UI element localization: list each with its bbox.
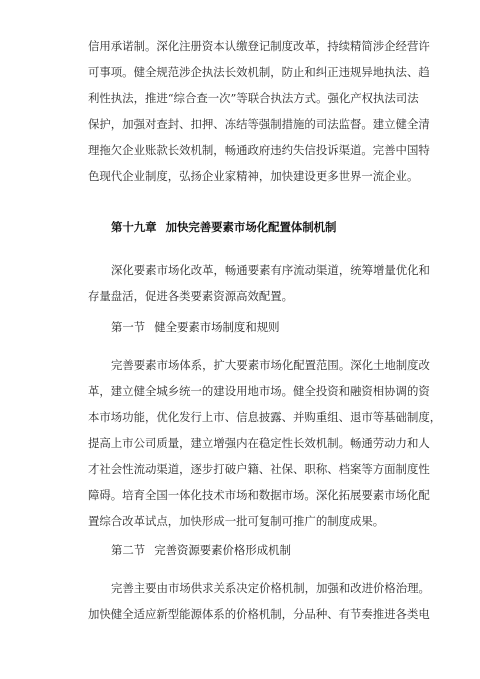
text-line: 深化要素市场化改革，畅通要素有序流动渠道，统筹增量优化和 <box>111 263 430 277</box>
text-line: 才社会性流动渠道，逐步打破户籍、社保、职称、档案等方面制度性 <box>88 462 430 476</box>
section-title: 健全要素市场制度和规则 <box>154 320 280 334</box>
text-line: 存量盘活，促进各类要素资源高效配置。 <box>88 289 294 303</box>
section-heading <box>111 317 280 337</box>
text-line: 可事项。健全规范涉企执法长效机制，防止和纠正违规异地执法、趋 <box>88 65 430 79</box>
paragraph-top <box>88 33 430 189</box>
text-line: 本市场功能，优化发行上市、信息披露、并购重组、退市等基础制度， <box>88 410 442 424</box>
text-line: 信用承诺制。深化注册资本认缴登记制度改革，持续精简涉企经营许 <box>88 39 430 53</box>
text-line: 提高上市公司质量，建立增强内在稳定性长效机制。畅通劳动力和人 <box>88 436 430 450</box>
paragraph-intro <box>88 257 430 309</box>
paragraph-section-2 <box>88 575 430 627</box>
section-number: 第二节 <box>111 543 146 557</box>
chapter-heading <box>111 217 336 237</box>
text-line: 色现代企业制度，弘扬企业家精神，加快建设更多世界一流企业。 <box>88 169 419 183</box>
text-line: 置综合改革试点，加快形成一批可复制可推广的制度成果。 <box>88 514 385 528</box>
text-line: 理拖欠企业账款长效机制，畅通政府违约失信投诉渠道。完善中国特 <box>88 143 430 157</box>
text-line: 保护，加强对查封、扣押、冻结等强制措施的司法监督。建立健全清 <box>88 117 430 131</box>
section-title: 完善资源要素价格形成机制 <box>154 543 291 557</box>
text-line: 加快健全适应新型能源体系的价格机制，分品种、有节奏推进各类电 <box>88 607 430 621</box>
text-line: 障碍。培育全国一体化技术市场和数据市场。深化拓展要素市场化配 <box>88 488 430 502</box>
text-line: 完善主要由市场供求关系决定价格机制，加强和改进价格治理。 <box>111 581 430 595</box>
section-heading <box>111 540 291 560</box>
text-line: 革，建立健全城乡统一的建设用地市场。健全投资和融资相协调的资 <box>88 384 430 398</box>
section-number: 第一节 <box>111 320 146 334</box>
text-line: 完善要素市场体系，扩大要素市场化配置范围。深化土地制度改 <box>111 358 430 372</box>
paragraph-section-1 <box>88 352 442 534</box>
chapter-title: 加快完善要素市场化配置体制机制 <box>165 220 337 234</box>
text-line: 利性执法，推进“综合查一次”等联合执法方式。强化产权执法司法 <box>88 91 419 105</box>
chapter-number: 第十九章 <box>111 220 157 234</box>
